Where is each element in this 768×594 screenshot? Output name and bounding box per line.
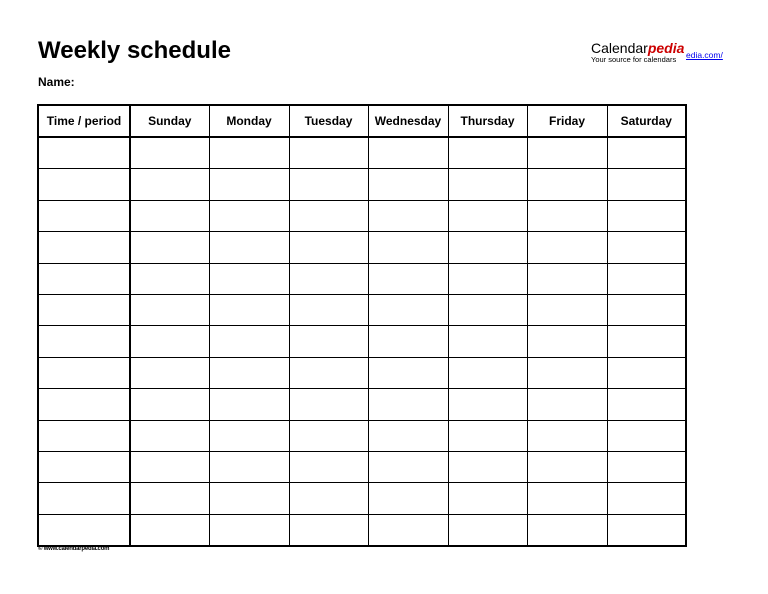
schedule-cell[interactable]: [527, 451, 607, 482]
name-label: Name:: [38, 75, 75, 89]
schedule-body: [38, 137, 686, 546]
schedule-cell[interactable]: [289, 326, 368, 357]
schedule-cell[interactable]: [448, 357, 527, 388]
time-period-cell[interactable]: [38, 420, 130, 451]
time-period-cell[interactable]: [38, 451, 130, 482]
schedule-cell[interactable]: [368, 389, 448, 420]
schedule-cell[interactable]: [209, 483, 289, 514]
schedule-cell[interactable]: [130, 451, 209, 482]
schedule-cell[interactable]: [289, 294, 368, 325]
schedule-table: [37, 104, 687, 547]
schedule-cell[interactable]: [130, 357, 209, 388]
logo-link[interactable]: edia.com/: [686, 50, 723, 60]
schedule-cell[interactable]: [209, 357, 289, 388]
table-row: [38, 200, 686, 231]
schedule-cell[interactable]: [527, 232, 607, 263]
schedule-cell[interactable]: [368, 514, 448, 546]
schedule-cell[interactable]: [607, 200, 686, 231]
table-row: [38, 232, 686, 263]
time-period-cell[interactable]: [38, 137, 130, 169]
schedule-cell[interactable]: [289, 263, 368, 294]
table-row: [38, 451, 686, 482]
schedule-cell[interactable]: [289, 200, 368, 231]
schedule-cell[interactable]: [607, 514, 686, 546]
schedule-cell[interactable]: [368, 137, 448, 169]
schedule-cell[interactable]: [289, 483, 368, 514]
schedule-cell[interactable]: [289, 389, 368, 420]
time-period-cell[interactable]: [38, 294, 130, 325]
schedule-cell[interactable]: [368, 200, 448, 231]
schedule-cell[interactable]: [607, 137, 686, 169]
schedule-cell[interactable]: [448, 514, 527, 546]
schedule-cell[interactable]: [289, 357, 368, 388]
schedule-cell[interactable]: [448, 169, 527, 200]
schedule-cell[interactable]: [368, 420, 448, 451]
schedule-cell[interactable]: [527, 169, 607, 200]
table-row: [38, 326, 686, 357]
column-header-time-period: Time / period: [38, 105, 130, 137]
table-row: [38, 169, 686, 200]
schedule-cell[interactable]: [448, 294, 527, 325]
schedule-cell[interactable]: [527, 200, 607, 231]
table-row: [38, 514, 686, 546]
schedule-cell[interactable]: [368, 357, 448, 388]
schedule-cell[interactable]: [130, 389, 209, 420]
schedule-header-row: [38, 105, 686, 137]
time-period-cell[interactable]: [38, 263, 130, 294]
schedule-cell[interactable]: [130, 232, 209, 263]
schedule-cell[interactable]: [448, 200, 527, 231]
schedule-cell[interactable]: [607, 357, 686, 388]
schedule-cell[interactable]: [209, 514, 289, 546]
schedule-cell[interactable]: [209, 232, 289, 263]
schedule-cell[interactable]: [289, 232, 368, 263]
column-header-thursday: Thursday: [448, 105, 527, 137]
schedule-cell[interactable]: [448, 137, 527, 169]
schedule-cell[interactable]: [289, 169, 368, 200]
schedule-cell[interactable]: [289, 451, 368, 482]
schedule-cell[interactable]: [368, 263, 448, 294]
schedule-cell[interactable]: [289, 137, 368, 169]
schedule-cell[interactable]: [209, 263, 289, 294]
schedule-cell[interactable]: [607, 169, 686, 200]
schedule-cell[interactable]: [209, 137, 289, 169]
time-period-cell[interactable]: [38, 514, 130, 546]
table-row: [38, 389, 686, 420]
table-row: [38, 420, 686, 451]
logo-tagline: [591, 50, 723, 64]
column-header-friday: Friday: [527, 105, 607, 137]
time-period-cell[interactable]: [38, 232, 130, 263]
schedule-cell[interactable]: [607, 483, 686, 514]
schedule-cell[interactable]: [607, 326, 686, 357]
time-period-cell[interactable]: [38, 483, 130, 514]
schedule-cell[interactable]: [527, 483, 607, 514]
schedule-cell[interactable]: [448, 483, 527, 514]
schedule-cell[interactable]: [448, 389, 527, 420]
schedule-cell[interactable]: [448, 420, 527, 451]
schedule-cell[interactable]: [607, 294, 686, 325]
table-row: [38, 294, 686, 325]
schedule-cell[interactable]: [130, 514, 209, 546]
schedule-cell[interactable]: [527, 263, 607, 294]
schedule-cell[interactable]: [368, 294, 448, 325]
schedule-cell[interactable]: [130, 263, 209, 294]
logo-wordmark: [591, 41, 684, 55]
schedule-cell[interactable]: [209, 389, 289, 420]
page-title: Weekly schedule: [38, 37, 231, 64]
schedule-cell[interactable]: [368, 483, 448, 514]
schedule-cell[interactable]: [130, 420, 209, 451]
schedule-cell[interactable]: [209, 200, 289, 231]
schedule-cell[interactable]: [527, 137, 607, 169]
schedule-cell[interactable]: [209, 420, 289, 451]
schedule-cell[interactable]: [448, 326, 527, 357]
schedule-cell[interactable]: [527, 389, 607, 420]
column-header-wednesday: Wednesday: [368, 105, 448, 137]
schedule-cell[interactable]: [209, 451, 289, 482]
schedule-cell[interactable]: [607, 232, 686, 263]
schedule-cell[interactable]: [448, 451, 527, 482]
schedule-cell[interactable]: [289, 420, 368, 451]
column-header-saturday: Saturday: [607, 105, 686, 137]
table-row: [38, 357, 686, 388]
schedule-cell[interactable]: [607, 263, 686, 294]
schedule-cell[interactable]: [130, 294, 209, 325]
schedule-cell[interactable]: [130, 137, 209, 169]
table-row: [38, 137, 686, 169]
schedule-cell[interactable]: [368, 232, 448, 263]
schedule-cell[interactable]: [527, 514, 607, 546]
logo-wordmark-plain: Calendar: [591, 40, 648, 56]
time-period-cell[interactable]: [38, 357, 130, 388]
schedule-cell[interactable]: [130, 326, 209, 357]
schedule-cell[interactable]: [527, 420, 607, 451]
schedule-cell[interactable]: [368, 169, 448, 200]
schedule-cell[interactable]: [130, 483, 209, 514]
schedule-cell[interactable]: [607, 420, 686, 451]
schedule-cell[interactable]: [130, 169, 209, 200]
logo-wordmark-accent: pedia: [647, 40, 685, 56]
schedule-cell[interactable]: [448, 232, 527, 263]
schedule-cell[interactable]: [448, 263, 527, 294]
schedule-cell[interactable]: [209, 326, 289, 357]
logo-tagline-text: Your source for calendars: [591, 55, 677, 64]
time-period-cell[interactable]: [38, 200, 130, 231]
table-row: [38, 483, 686, 514]
schedule-cell[interactable]: [289, 514, 368, 546]
schedule-cell[interactable]: [527, 294, 607, 325]
schedule-cell[interactable]: [607, 451, 686, 482]
column-header-sunday: Sunday: [130, 105, 209, 137]
time-period-cell[interactable]: [38, 326, 130, 357]
schedule-cell[interactable]: [527, 357, 607, 388]
footer-copyright: © www.calendarpedia.com: [38, 546, 110, 552]
schedule-cell[interactable]: [368, 326, 448, 357]
schedule-cell[interactable]: [527, 326, 607, 357]
schedule-cell[interactable]: [130, 200, 209, 231]
column-header-monday: Monday: [209, 105, 289, 137]
column-header-tuesday: Tuesday: [289, 105, 368, 137]
schedule-cell[interactable]: [209, 294, 289, 325]
time-period-cell[interactable]: [38, 389, 130, 420]
schedule-cell[interactable]: [607, 389, 686, 420]
schedule-cell[interactable]: [368, 451, 448, 482]
schedule-cell[interactable]: [209, 169, 289, 200]
calendarpedia-logo[interactable]: [591, 40, 723, 64]
time-period-cell[interactable]: [38, 169, 130, 200]
table-row: [38, 263, 686, 294]
